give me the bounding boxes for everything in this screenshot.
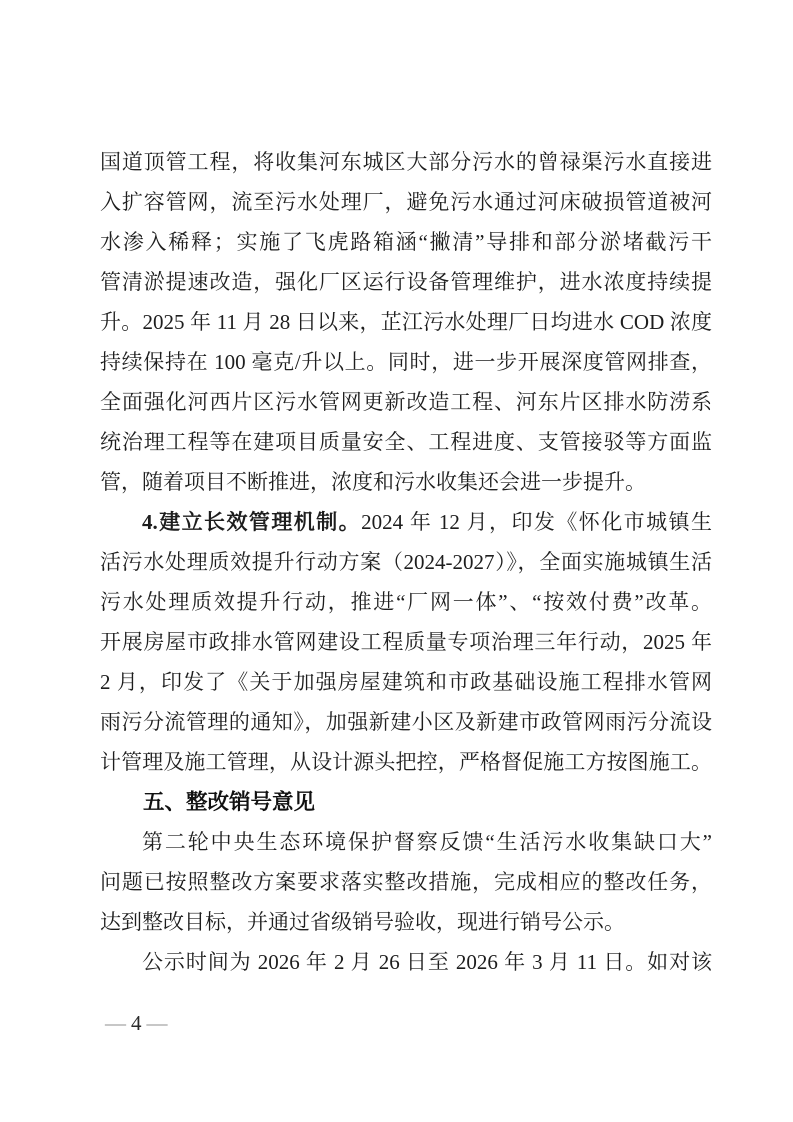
text-line: 升。2025 年 11 月 28 日以来，芷江污水处理厂日均进水 COD 浓度 <box>100 310 712 334</box>
text-line: 公示时间为 2026 年 2 月 26 日至 2026 年 3 月 11 日。如对该 <box>142 950 712 974</box>
text-line: 统治理工程等在建项目质量安全、工程进度、支管接驳等方面监 <box>100 430 712 454</box>
text-line: 计管理及施工管理，从设计源头把控，严格督促施工方按图施工。 <box>100 750 712 774</box>
section-heading: 五、整改销号意见 <box>143 790 316 814</box>
text-line: 全面强化河西片区污水管网更新改造工程、河东片区排水防涝系 <box>100 390 712 414</box>
text-line: 问题已按照整改方案要求落实整改措施，完成相应的整改任务， <box>100 870 712 894</box>
text-line: 开展房屋市政排水管网建设工程质量专项治理三年行动，2025 年 <box>100 630 712 654</box>
text-line: 2 月，印发了《关于加强房屋建筑和市政基础设施工程排水管网 <box>100 670 712 694</box>
text-line: 持续保持在 100 毫克/升以上。同时，进一步开展深度管网排查， <box>100 350 712 374</box>
page-number <box>100 1003 173 1043</box>
text-line: 雨污分流管理的通知》，加强新建小区及新建市政管网雨污分流设 <box>100 710 712 734</box>
text-line: 入扩容管网，流至污水处理厂，避免污水通过河床破损管道被河 <box>100 190 712 214</box>
text-line: 达到整改目标，并通过省级销号验收，现进行销号公示。 <box>100 910 625 934</box>
text-line: 活污水处理质效提升行动方案（2024-2027）》，全面实施城镇生活 <box>100 550 712 574</box>
text-line: 管，随着项目不断推进，浓度和污水收集还会进一步提升。 <box>100 470 646 494</box>
paragraph <box>100 942 712 982</box>
text-line: 第二轮中央生态环境保护督察反馈“生活污水收集缺口大” <box>142 830 712 854</box>
text-line: 国道顶管工程，将收集河东城区大部分污水的曾禄渠污水直接进 <box>100 150 712 174</box>
page-number-value: 4 <box>131 1011 142 1035</box>
page-number-dash-right: — <box>146 1011 168 1035</box>
paragraph-lead-bold: 4.建立长效管理机制。 <box>142 510 362 534</box>
paragraph <box>100 502 712 782</box>
page-number-dash-left: — <box>105 1011 126 1035</box>
text-line: 污水处理质效提升行动，推进“厂网一体”、“按效付费”改革。 <box>100 590 712 614</box>
section-heading-block <box>100 782 712 822</box>
paragraph <box>100 822 712 942</box>
paragraph <box>100 142 712 502</box>
text-line: 4.建立长效管理机制。2024 年 12 月，印发《怀化市城镇生 <box>142 510 712 534</box>
text-line: 管清淤提速改造，强化厂区运行设备管理维护，进水浓度持续提 <box>100 270 712 294</box>
text-line: 水渗入稀释；实施了飞虎路箱涵“撇清”导排和部分淤堵截污干 <box>100 230 712 254</box>
document-body <box>100 142 712 982</box>
